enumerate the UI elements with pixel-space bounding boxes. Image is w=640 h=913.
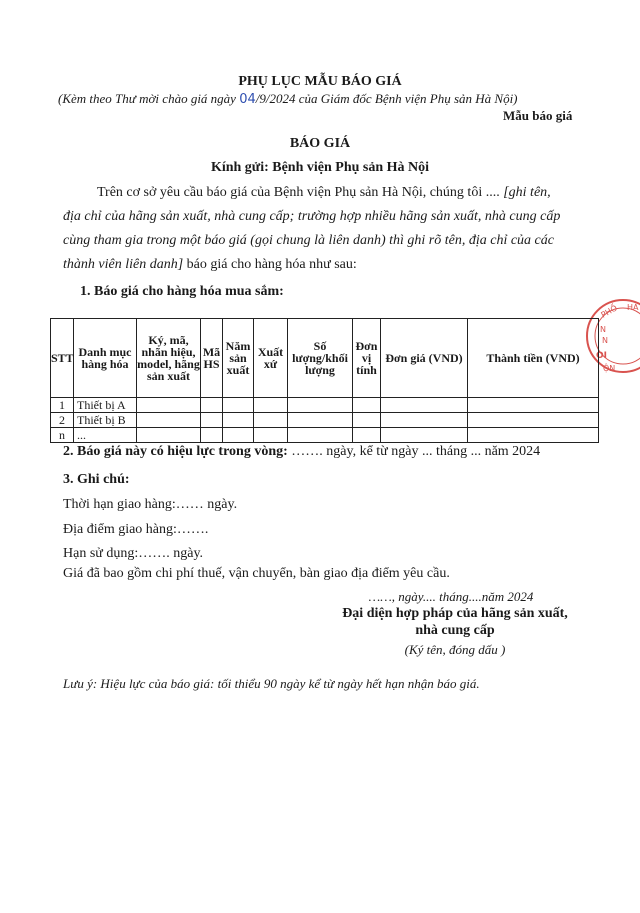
subtitle-suffix: /9/2024 của Giám đốc Bệnh viện Phụ sản Hà Nội) [255,91,518,106]
col-header-unit-price: Đơn giá (VND) [381,319,468,398]
subtitle-prefix: (Kèm theo Thư mời chào giá ngày [58,91,240,106]
appendix-title: PHỤ LỤC MẪU BÁO GIÁ [238,74,402,89]
col-header-total: Thành tiền (VND) [468,319,599,398]
col-header-year: Năm sản xuất [223,319,254,398]
svg-text:N: N [600,325,606,334]
col-header-origin: Xuất xứ [254,319,288,398]
appendix-subtitle [58,91,518,107]
col-header-unit: Đơn vị tính [353,319,381,398]
intro-l4-italic: thành viên liên danh] [63,257,184,272]
section-1-title: 1. Báo giá cho hàng hóa mua sắm: [80,284,284,299]
intro-line-3: cùng tham gia trong một báo giá (gọi chung là liên danh) thì ghi rõ tên, địa chỉ của các [63,233,554,248]
row-item: ... [74,428,137,443]
intro-l1-italic: [ghi tên, [503,185,551,200]
col-header-model: Ký, mã, nhãn hiệu, model, hãng sản xuất [137,319,201,398]
signature-date: ……, ngày.... tháng....năm 2024 [368,589,534,604]
recipient-line: Kính gửi: Bệnh viện Phụ sản Hà Nội [210,160,430,175]
intro-l1-text: Trên cơ sở yêu cầu báo giá của Bệnh viện Phụ sản Hà Nội, chúng tôi .... [97,185,504,200]
note-price-includes: Giá đã bao gồm chi phí thuế, vận chuyển, bàn giao địa điểm yêu cầu. [63,566,450,581]
footer-note: Lưu ý: Hiệu lực của báo giá: tối thiểu 90 ngày kể từ ngày hết hạn nhận báo giá. [63,676,480,691]
signature-note: (Ký tên, đóng dấu ) [404,642,506,657]
svg-text:N: N [602,336,608,345]
doc-heading: BÁO GIÁ [289,136,351,151]
table-row [51,428,599,443]
signature-role-line-2: nhà cung cấp [415,623,495,638]
row-stt: 2 [51,413,74,428]
signature-role-line-1: Đại diện hợp pháp của hãng sản xuất, [342,606,568,621]
row-stt: 1 [51,398,74,413]
intro-line-4 [63,257,357,273]
section-2-title: 2. Báo giá này có hiệu lực trong vòng: [63,444,288,459]
note-delivery-place: Địa điểm giao hàng:……. [63,522,209,537]
svg-text:HÀ: HÀ [627,303,639,312]
note-delivery-time: Thời hạn giao hàng:…… ngày. [63,497,238,512]
col-header-item: Danh mục hàng hóa [74,319,137,398]
quote-table [50,318,599,443]
svg-text:PHỐ: PHỐ [599,303,619,320]
note-expiry: Hạn sử dụng:……. ngày. [63,546,204,561]
intro-line-2: địa chỉ của hãng sản xuất, nhà cung cấp; trường hợp nhiều hãng sản xuất, nhà cung cấp [63,209,561,224]
handwritten-day: 04 [239,92,256,107]
section-2 [63,444,540,460]
table-row [51,398,599,413]
table-row [51,413,599,428]
section-2-text: ……. ngày, kể từ ngày ... tháng ... năm 2024 [287,444,541,459]
col-header-hs-code: Mã HS [201,319,223,398]
row-stt: n [51,428,74,443]
section-3-title: 3. Ghi chú: [63,472,130,487]
form-label: Mẫu báo giá [503,108,573,123]
col-header-stt: STT [51,319,74,398]
svg-text:OI: OI [596,351,607,361]
row-item: Thiết bị B [74,413,137,428]
col-header-quantity: Số lượng/khối lượng [288,319,353,398]
intro-line-1 [97,185,551,201]
svg-text:ỘN: ỘN [603,364,616,373]
intro-l4-text: báo giá cho hàng hóa như sau: [183,257,357,272]
table-header-row [51,319,599,398]
row-item: Thiết bị A [74,398,137,413]
